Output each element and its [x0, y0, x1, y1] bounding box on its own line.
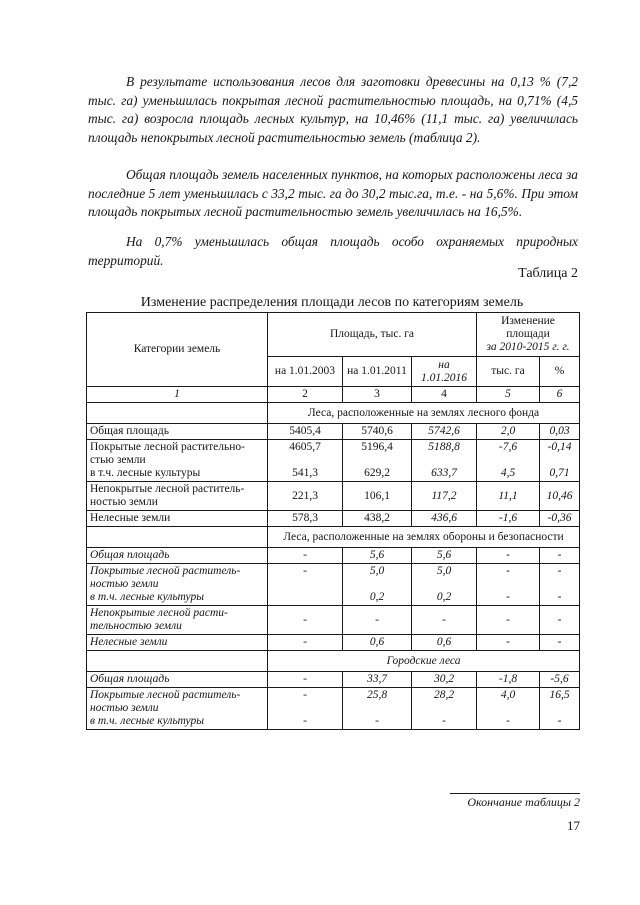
section-header-row — [87, 651, 580, 672]
value-line — [271, 702, 339, 715]
row-label-line: Покрытые лесной растительно- — [90, 441, 246, 453]
table-row — [87, 688, 580, 730]
value-line — [415, 454, 473, 467]
value-cell-v2003 — [268, 511, 343, 527]
value-line: -0,14 — [547, 441, 572, 453]
value-line — [346, 578, 408, 591]
header-year-2016: на 1.01.2016 — [412, 357, 477, 387]
value-cell-v2003 — [268, 672, 343, 688]
row-label-line: в т.ч. лесные культуры — [90, 591, 205, 603]
value-cell-p — [540, 440, 580, 482]
value-line: 4605,7 — [289, 441, 321, 453]
value-line: 0,03 — [549, 425, 570, 437]
row-label — [87, 688, 268, 730]
value-line: 5,6 — [369, 549, 385, 561]
row-label-line: Общая площадь — [90, 673, 170, 685]
header-categories: Категории земель — [87, 313, 268, 387]
value-cell-v2011 — [343, 440, 412, 482]
row-label — [87, 672, 268, 688]
section-title: Городские леса — [268, 651, 580, 672]
value-line: 541,3 — [292, 467, 318, 479]
value-cell-p — [540, 606, 580, 635]
value-cell-v2003 — [268, 606, 343, 635]
value-cell-v2016 — [412, 635, 477, 651]
value-cell-d — [477, 606, 540, 635]
section-title: Леса, расположенные на землях обороны и безопасности — [268, 527, 580, 548]
section-header-row — [87, 527, 580, 548]
value-line: 578,3 — [292, 512, 318, 524]
header-change-period: за 2010-2015 г. г. — [486, 341, 570, 353]
table-continuation-note: Окончание таблицы 2 — [450, 793, 580, 810]
value-cell-v2011 — [343, 635, 412, 651]
value-line — [271, 454, 339, 467]
value-cell-d — [477, 548, 540, 564]
section-header-row — [87, 403, 580, 424]
value-cell-v2011 — [343, 606, 412, 635]
value-cell-v2003 — [268, 482, 343, 511]
value-line: 106,1 — [364, 489, 390, 502]
row-label — [87, 606, 268, 635]
value-line: - — [506, 565, 510, 577]
row-label — [87, 635, 268, 651]
value-line: - — [506, 715, 510, 727]
value-cell-v2016 — [412, 688, 477, 730]
table-row — [87, 564, 580, 606]
value-line: - — [506, 549, 510, 561]
value-cell-v2003 — [268, 564, 343, 606]
value-line: 0,2 — [369, 591, 385, 603]
value-line: - — [557, 613, 562, 626]
value-line: 10,46 — [546, 489, 573, 502]
value-line: - — [303, 689, 307, 701]
table-body — [87, 403, 580, 730]
value-line: - — [303, 715, 307, 727]
value-line: 5188,8 — [428, 441, 460, 453]
value-line: - — [506, 636, 510, 648]
row-label-line: стью земли — [90, 454, 146, 466]
value-line: -7,6 — [498, 441, 518, 453]
row-label-line: Покрытые лесной раститель- — [90, 565, 241, 577]
value-line — [543, 702, 576, 715]
row-label-line: Непокрытые лесной расти- — [90, 607, 228, 619]
value-line: -1,6 — [498, 512, 518, 524]
value-cell-v2011 — [343, 511, 412, 527]
value-cell-p — [540, 548, 580, 564]
header-percent: % — [540, 357, 580, 387]
paragraph-2: Общая площадь земель населенных пунктов, на которых расположены леса за последние 5 лет уменьшилась с 33,2 тыс. га до 30,2 тыс.га, т.е. - на 5,6%. При этом площадь покрытых лесной растительностью земель увеличилась на 16,5%. — [88, 167, 578, 220]
value-line: -5,6 — [550, 673, 569, 685]
value-cell-p — [540, 688, 580, 730]
row-label — [87, 511, 268, 527]
value-cell-d — [477, 424, 540, 440]
value-cell-v2016 — [412, 424, 477, 440]
value-line: 4,0 — [500, 689, 516, 701]
column-number: 3 — [343, 387, 412, 403]
column-number: 5 — [477, 387, 540, 403]
value-line: - — [375, 715, 379, 727]
row-label-line: Нелесные земли — [90, 636, 168, 648]
table-row — [87, 672, 580, 688]
value-line: 5740,6 — [361, 425, 393, 437]
row-label — [87, 424, 268, 440]
value-line: 221,3 — [292, 489, 318, 502]
value-line: - — [303, 565, 307, 577]
column-number: 4 — [412, 387, 477, 403]
value-line — [543, 578, 576, 591]
header-change-label: Изменение площади — [501, 315, 555, 340]
value-cell-d — [477, 672, 540, 688]
row-label — [87, 548, 268, 564]
value-cell-p — [540, 564, 580, 606]
row-label-line: Непокрытые лесной раститель- — [90, 483, 245, 495]
value-cell-d — [477, 482, 540, 511]
header-thous-ha: тыс. га — [477, 357, 540, 387]
row-label — [87, 564, 268, 606]
value-line: - — [303, 636, 307, 648]
row-label — [87, 440, 268, 482]
value-cell-v2011 — [343, 548, 412, 564]
value-line: 438,2 — [364, 512, 390, 524]
value-line: 5,6 — [436, 549, 452, 561]
value-cell-d — [477, 511, 540, 527]
value-cell-v2016 — [412, 511, 477, 527]
value-cell-p — [540, 635, 580, 651]
table-row — [87, 635, 580, 651]
value-cell-p — [540, 672, 580, 688]
row-label-line: Общая площадь — [90, 549, 170, 561]
value-line: 30,2 — [433, 673, 455, 685]
value-line: 16,5 — [549, 689, 570, 701]
value-line: 5742,6 — [428, 425, 460, 437]
value-cell-v2016 — [412, 440, 477, 482]
value-line: 5,0 — [436, 565, 452, 577]
value-line — [480, 702, 536, 715]
value-line: - — [506, 591, 510, 603]
value-cell-p — [540, 424, 580, 440]
row-label-line: тельностью земли — [90, 620, 182, 632]
value-line — [346, 454, 408, 467]
row-label-line: ностью земли — [90, 496, 158, 508]
section-header-blank — [87, 651, 268, 672]
value-line — [271, 578, 339, 591]
value-cell-v2016 — [412, 672, 477, 688]
value-line: 0,2 — [436, 591, 452, 603]
value-cell-v2016 — [412, 606, 477, 635]
value-line: - — [557, 715, 562, 727]
value-line: 629,2 — [364, 467, 390, 479]
header-year-2003: на 1.01.2003 — [268, 357, 343, 387]
value-cell-d — [477, 635, 540, 651]
value-line: - — [303, 673, 307, 685]
value-line: -0,36 — [547, 512, 572, 524]
value-cell-v2011 — [343, 672, 412, 688]
value-line: - — [557, 636, 562, 648]
value-line — [415, 702, 473, 715]
value-line: - — [303, 549, 307, 561]
value-line: 0,71 — [549, 467, 570, 479]
table-row — [87, 440, 580, 482]
value-cell-v2003 — [268, 424, 343, 440]
value-cell-v2011 — [343, 564, 412, 606]
value-line: - — [557, 591, 562, 603]
row-label-line: ностью земли — [90, 702, 159, 714]
value-cell-v2016 — [412, 548, 477, 564]
table-row — [87, 482, 580, 511]
value-line: 4,5 — [500, 467, 516, 479]
section-title: Леса, расположенные на землях лесного фонда — [268, 403, 580, 424]
value-line: - — [557, 549, 562, 561]
header-change — [477, 313, 580, 357]
value-line: 2,0 — [500, 425, 516, 437]
value-line: 633,7 — [431, 467, 457, 479]
table-row — [87, 606, 580, 635]
value-line: 0,6 — [436, 636, 452, 648]
row-label-line: Нелесные земли — [90, 512, 171, 524]
value-line — [480, 578, 536, 591]
table-row — [87, 424, 580, 440]
column-number: 2 — [268, 387, 343, 403]
value-line: 117,2 — [431, 489, 457, 502]
value-line: 33,7 — [366, 673, 388, 685]
table-title: Изменение распределения площади лесов по категориям земель — [140, 295, 524, 310]
value-line — [415, 578, 473, 591]
value-line: 5405,4 — [289, 425, 321, 437]
value-cell-v2011 — [343, 424, 412, 440]
value-cell-p — [540, 482, 580, 511]
section-header-blank — [87, 403, 268, 424]
value-line — [543, 454, 576, 467]
row-label-line: Покрытые лесной раститель- — [90, 689, 241, 701]
value-cell-v2003 — [268, 688, 343, 730]
value-line: 0,6 — [369, 636, 385, 648]
value-line: - — [375, 613, 379, 626]
value-cell-v2003 — [268, 548, 343, 564]
value-cell-v2011 — [343, 688, 412, 730]
value-line: 5196,4 — [361, 441, 393, 453]
value-cell-v2003 — [268, 635, 343, 651]
column-number: 1 — [87, 387, 268, 403]
value-line: - — [557, 565, 562, 577]
value-cell-v2011 — [343, 482, 412, 511]
value-line: 436,6 — [431, 512, 457, 524]
column-number: 6 — [540, 387, 580, 403]
value-cell-d — [477, 688, 540, 730]
land-category-table — [86, 312, 580, 730]
value-line: - — [442, 613, 446, 626]
value-cell-p — [540, 511, 580, 527]
table-row — [87, 511, 580, 527]
value-line: 11,1 — [498, 489, 518, 502]
header-year-2011: на 1.01.2011 — [343, 357, 412, 387]
header-area: Площадь, тыс. га — [268, 313, 477, 357]
row-label-line: Общая площадь — [90, 425, 169, 437]
row-label-line: в т.ч. лесные культуры — [90, 715, 205, 727]
value-cell-v2016 — [412, 482, 477, 511]
table-label: Таблица 2 — [518, 266, 578, 281]
value-line: 5,0 — [369, 565, 385, 577]
value-line: - — [303, 613, 307, 626]
value-line — [271, 591, 339, 604]
section-header-blank — [87, 527, 268, 548]
value-cell-d — [477, 440, 540, 482]
row-label-line: ностью земли — [90, 578, 159, 590]
value-line: 25,8 — [366, 689, 388, 701]
paragraph-3: На 0,7% уменьшилась общая площадь особо охраняемых природных территорий. — [88, 234, 578, 268]
row-label — [87, 482, 268, 511]
value-line: - — [442, 715, 446, 727]
value-line — [480, 454, 536, 467]
table-row — [87, 548, 580, 564]
value-cell-v2003 — [268, 440, 343, 482]
value-line: - — [506, 613, 510, 626]
value-cell-v2016 — [412, 564, 477, 606]
row-label-line: в т.ч. лесные культуры — [90, 467, 201, 479]
value-line: 28,2 — [433, 689, 455, 701]
paragraph-1: В результате использования лесов для заготовки древесины на 0,13 % (7,2 тыс. га) уменьшилась покрытая лесной растительностью площадь, на 0,71% (4,5 тыс. га) возросла площадь лесных культур, на 10,46% (11,1 тыс. га) увеличилась площадь непокрытых лесной растительностью земель (таблица 2). — [88, 74, 578, 145]
value-line: -1,8 — [498, 673, 518, 685]
page-number: 17 — [567, 818, 580, 833]
value-cell-d — [477, 564, 540, 606]
value-line — [346, 702, 408, 715]
